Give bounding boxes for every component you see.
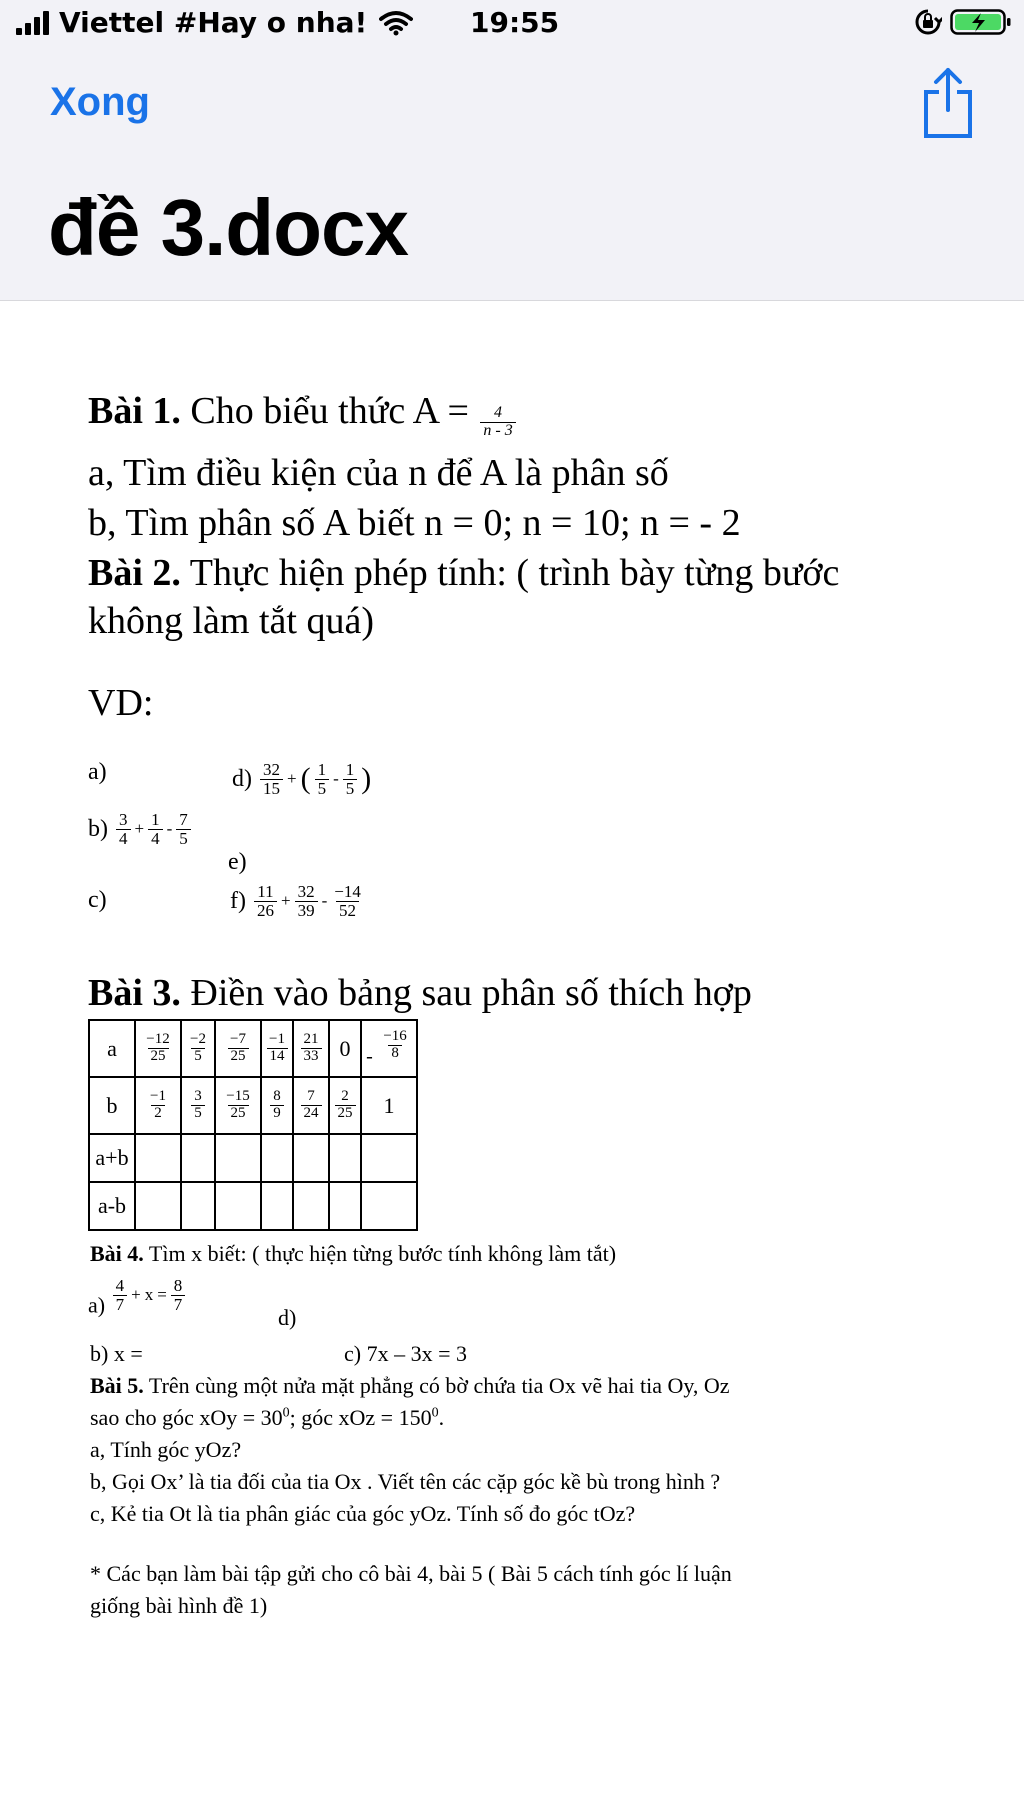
denominator: 5 [191, 1105, 205, 1122]
status-time: 19:55 [470, 6, 560, 39]
numerator: 7 [307, 1088, 315, 1105]
vd-label: VD: [88, 682, 154, 724]
fraction [116, 811, 131, 848]
bai5-part-c: c, Kẻ tia Ot là tia phân giác của góc yOz. Tính số đo góc tOz? [90, 1501, 636, 1526]
denominator: 5 [176, 829, 191, 848]
table-cell [261, 1020, 293, 1077]
operator: + [131, 1285, 141, 1305]
denominator: 7 [113, 1295, 128, 1314]
fraction-table [88, 1019, 418, 1231]
signal-icon [16, 11, 49, 35]
operator: + [134, 819, 145, 839]
bai5-line [90, 1373, 730, 1399]
fraction [335, 1089, 356, 1122]
denominator: 5 [191, 1048, 205, 1065]
bai1-part-a: a, Tìm điều kiện của n để A là phân số [88, 452, 669, 494]
table-cell [215, 1134, 261, 1182]
table-cell [215, 1182, 261, 1230]
bai3-line [88, 971, 752, 1015]
status-bar [0, 0, 1024, 50]
denominator: 25 [335, 1105, 356, 1122]
table-cell [215, 1020, 261, 1077]
bai2-text: Thực hiện phép tính: ( trình bày từng bước [189, 552, 840, 594]
table-cell [135, 1077, 181, 1134]
bai5-part-b: b, Gọi Ox’ là tia đối của tia Ox . Viết tên các cặp góc kề bù trong hình ? [90, 1469, 721, 1494]
denominator: 33 [301, 1048, 322, 1065]
numerator: 2 [341, 1088, 349, 1105]
note-line1: * Các bạn làm bài tập gửi cho cô bài 4, bài 5 ( Bài 5 cách tính góc lí luận [90, 1561, 732, 1586]
table-cell [181, 1134, 215, 1182]
carrier-name: Viettel #Hay o nha! [59, 6, 368, 39]
row-label: b [89, 1077, 135, 1134]
bai4-item-c: c) 7x – 3x = 3 [344, 1341, 467, 1366]
done-button[interactable]: Xong [50, 80, 150, 124]
orientation-lock-icon [914, 8, 942, 36]
operator: ( [300, 762, 311, 796]
table-cell [181, 1077, 215, 1134]
denominator: 52 [336, 901, 359, 920]
numerator: −12 [146, 1031, 170, 1048]
fraction [176, 811, 191, 848]
table-cell [181, 1182, 215, 1230]
denominator: 15 [260, 779, 283, 798]
denominator: 8 [388, 1045, 402, 1062]
numerator: 1 [151, 810, 160, 829]
numerator: 32 [263, 760, 280, 779]
table-cell [361, 1182, 417, 1230]
operator: + [280, 891, 291, 911]
fraction [331, 883, 364, 920]
fraction [260, 761, 283, 798]
bai4-item-b: b) x = [90, 1341, 143, 1366]
operator: + [287, 769, 297, 789]
bai5-line2: sao cho góc xOy = $30^0$; góc xOz = $150^0$. [90, 1405, 445, 1430]
table-row [89, 1020, 417, 1077]
item-d [232, 761, 373, 798]
minus-mark: - [366, 1045, 373, 1068]
numerator: −16 [383, 1027, 407, 1044]
operator: x [144, 1285, 154, 1305]
denominator: 25 [228, 1048, 249, 1065]
numerator: 3 [119, 810, 128, 829]
numerator: −7 [230, 1031, 246, 1048]
fraction [187, 1032, 209, 1065]
expr-d [258, 760, 373, 798]
bai2-text-cont: không làm tắt quá) [88, 600, 374, 642]
bai4-text: Tìm x biết: ( thực hiện từng bước tính không làm tắt) [148, 1241, 617, 1266]
bai3-text: Điền vào bảng sau phân số thích hợp [190, 972, 752, 1014]
numerator: 8 [273, 1088, 281, 1105]
bai4-line [90, 1241, 616, 1267]
numerator: 32 [297, 882, 315, 901]
bai4-item-a-label: a) [88, 1292, 106, 1318]
numerator: −2 [190, 1031, 206, 1048]
document-title: đề 3.docx [48, 183, 409, 272]
table-cell: 0 [329, 1020, 361, 1077]
table-row [89, 1134, 417, 1182]
fraction [301, 1089, 322, 1122]
bai5-part-a: a, Tính góc yOz? [90, 1437, 242, 1462]
table-cell: 1 [361, 1077, 417, 1134]
table-cell [293, 1134, 329, 1182]
wifi-icon [379, 10, 413, 36]
bai1-line [88, 389, 518, 440]
bai5-label: Bài 5. [90, 1373, 144, 1398]
fraction [380, 1029, 409, 1062]
table-cell [135, 1134, 181, 1182]
fraction [147, 1089, 169, 1122]
table-cell [329, 1134, 361, 1182]
item-a: a) [88, 759, 107, 785]
denominator: 4 [116, 829, 131, 848]
operator: - [321, 891, 328, 911]
table-cell [261, 1182, 293, 1230]
item-f [230, 883, 366, 920]
table-row [89, 1182, 417, 1230]
fraction [301, 1032, 322, 1065]
table-cell [261, 1077, 293, 1134]
table-cell [361, 1020, 417, 1077]
bai2-line [88, 551, 839, 595]
bai2-label: Bài 2. [88, 552, 181, 594]
table-cell [135, 1020, 181, 1077]
numerator: 1 [345, 760, 355, 779]
row-label: a-b [89, 1182, 135, 1230]
bai3-label: Bài 3. [88, 972, 181, 1014]
operator: = [157, 1285, 167, 1305]
numerator: −1 [150, 1088, 166, 1105]
table-cell [329, 1182, 361, 1230]
degree-mark: 0 [431, 1405, 439, 1421]
table-cell [293, 1077, 329, 1134]
bai4-label: Bài 4. [90, 1241, 144, 1266]
operator: - [166, 819, 173, 839]
table-cell [215, 1077, 261, 1134]
table-cell [293, 1182, 329, 1230]
fraction [254, 883, 277, 920]
table-cell [181, 1020, 215, 1077]
bai1-part-b: b, Tìm phân số A biết n = 0; n = 10; n = - 2 [88, 502, 741, 544]
expr-b [114, 810, 193, 848]
item-d-label: d) [232, 765, 252, 792]
operator: ) [361, 762, 372, 796]
table-row [89, 1077, 417, 1134]
denominator: 24 [301, 1105, 322, 1122]
denominator: 25 [228, 1105, 249, 1122]
numerator: 1 [317, 760, 327, 779]
numerator: 7 [179, 810, 188, 829]
expr-f [252, 882, 366, 920]
bai1-label: Bài 1. [88, 390, 181, 432]
nav-header [0, 0, 1024, 301]
denominator: 39 [295, 901, 318, 920]
numerator: 8 [173, 1276, 183, 1295]
row-label: a+b [89, 1134, 135, 1182]
bai4-item-d: d) [278, 1305, 297, 1330]
expr-bai4-a [111, 1276, 188, 1314]
denominator: 26 [254, 901, 277, 920]
denominator: 14 [267, 1048, 288, 1065]
bai4-item-a [88, 1277, 187, 1318]
denominator: 25 [148, 1048, 169, 1065]
table-cell [293, 1020, 329, 1077]
item-b [88, 811, 193, 848]
table-cell [361, 1134, 417, 1182]
numerator: 11 [257, 882, 274, 901]
degree-mark: 0 [282, 1405, 290, 1421]
numerator: −15 [226, 1088, 250, 1105]
operator: - [333, 769, 339, 789]
denominator: 9 [270, 1105, 284, 1122]
item-c: c) [88, 887, 107, 913]
fraction [266, 1032, 288, 1065]
fraction [223, 1089, 252, 1122]
table-cell [329, 1077, 361, 1134]
bai1-text: Cho biểu thức A = [190, 390, 469, 432]
status-right [914, 8, 1012, 36]
table-cell [135, 1182, 181, 1230]
item-f-label: f) [230, 887, 246, 914]
denominator: 5 [315, 779, 330, 798]
carrier-group [16, 6, 413, 39]
fraction [315, 761, 330, 798]
denominator: 7 [171, 1295, 186, 1314]
fraction [191, 1089, 205, 1122]
numerator: −14 [334, 882, 361, 901]
denominator: 2 [151, 1105, 165, 1122]
numerator: 4 [115, 1276, 125, 1295]
denominator: 4 [148, 829, 163, 848]
numerator: 21 [303, 1031, 319, 1048]
fraction [171, 1277, 186, 1314]
fraction [270, 1089, 284, 1122]
denominator: 5 [343, 779, 358, 798]
numerator: 3 [194, 1088, 202, 1105]
item-b-label: b) [88, 815, 108, 842]
battery-charging-icon [950, 8, 1012, 36]
fraction [113, 1277, 128, 1314]
numerator: −1 [269, 1031, 285, 1048]
fraction: $\frac{4}{n - 3}$ [480, 405, 515, 440]
fraction [148, 811, 163, 848]
row-label: a [89, 1020, 135, 1077]
bai5-text: Trên cùng một nửa mặt phẳng có bờ chứa tia Ox vẽ hai tia Oy, Oz [148, 1373, 730, 1398]
share-icon[interactable] [922, 66, 974, 138]
fraction [295, 883, 318, 920]
fraction [143, 1032, 172, 1065]
item-e: e) [228, 849, 247, 875]
fraction [227, 1032, 249, 1065]
note-line2: giống bài hình đề 1) [90, 1593, 268, 1618]
document-content [0, 301, 1024, 1820]
table-cell [261, 1134, 293, 1182]
fraction [343, 761, 358, 798]
